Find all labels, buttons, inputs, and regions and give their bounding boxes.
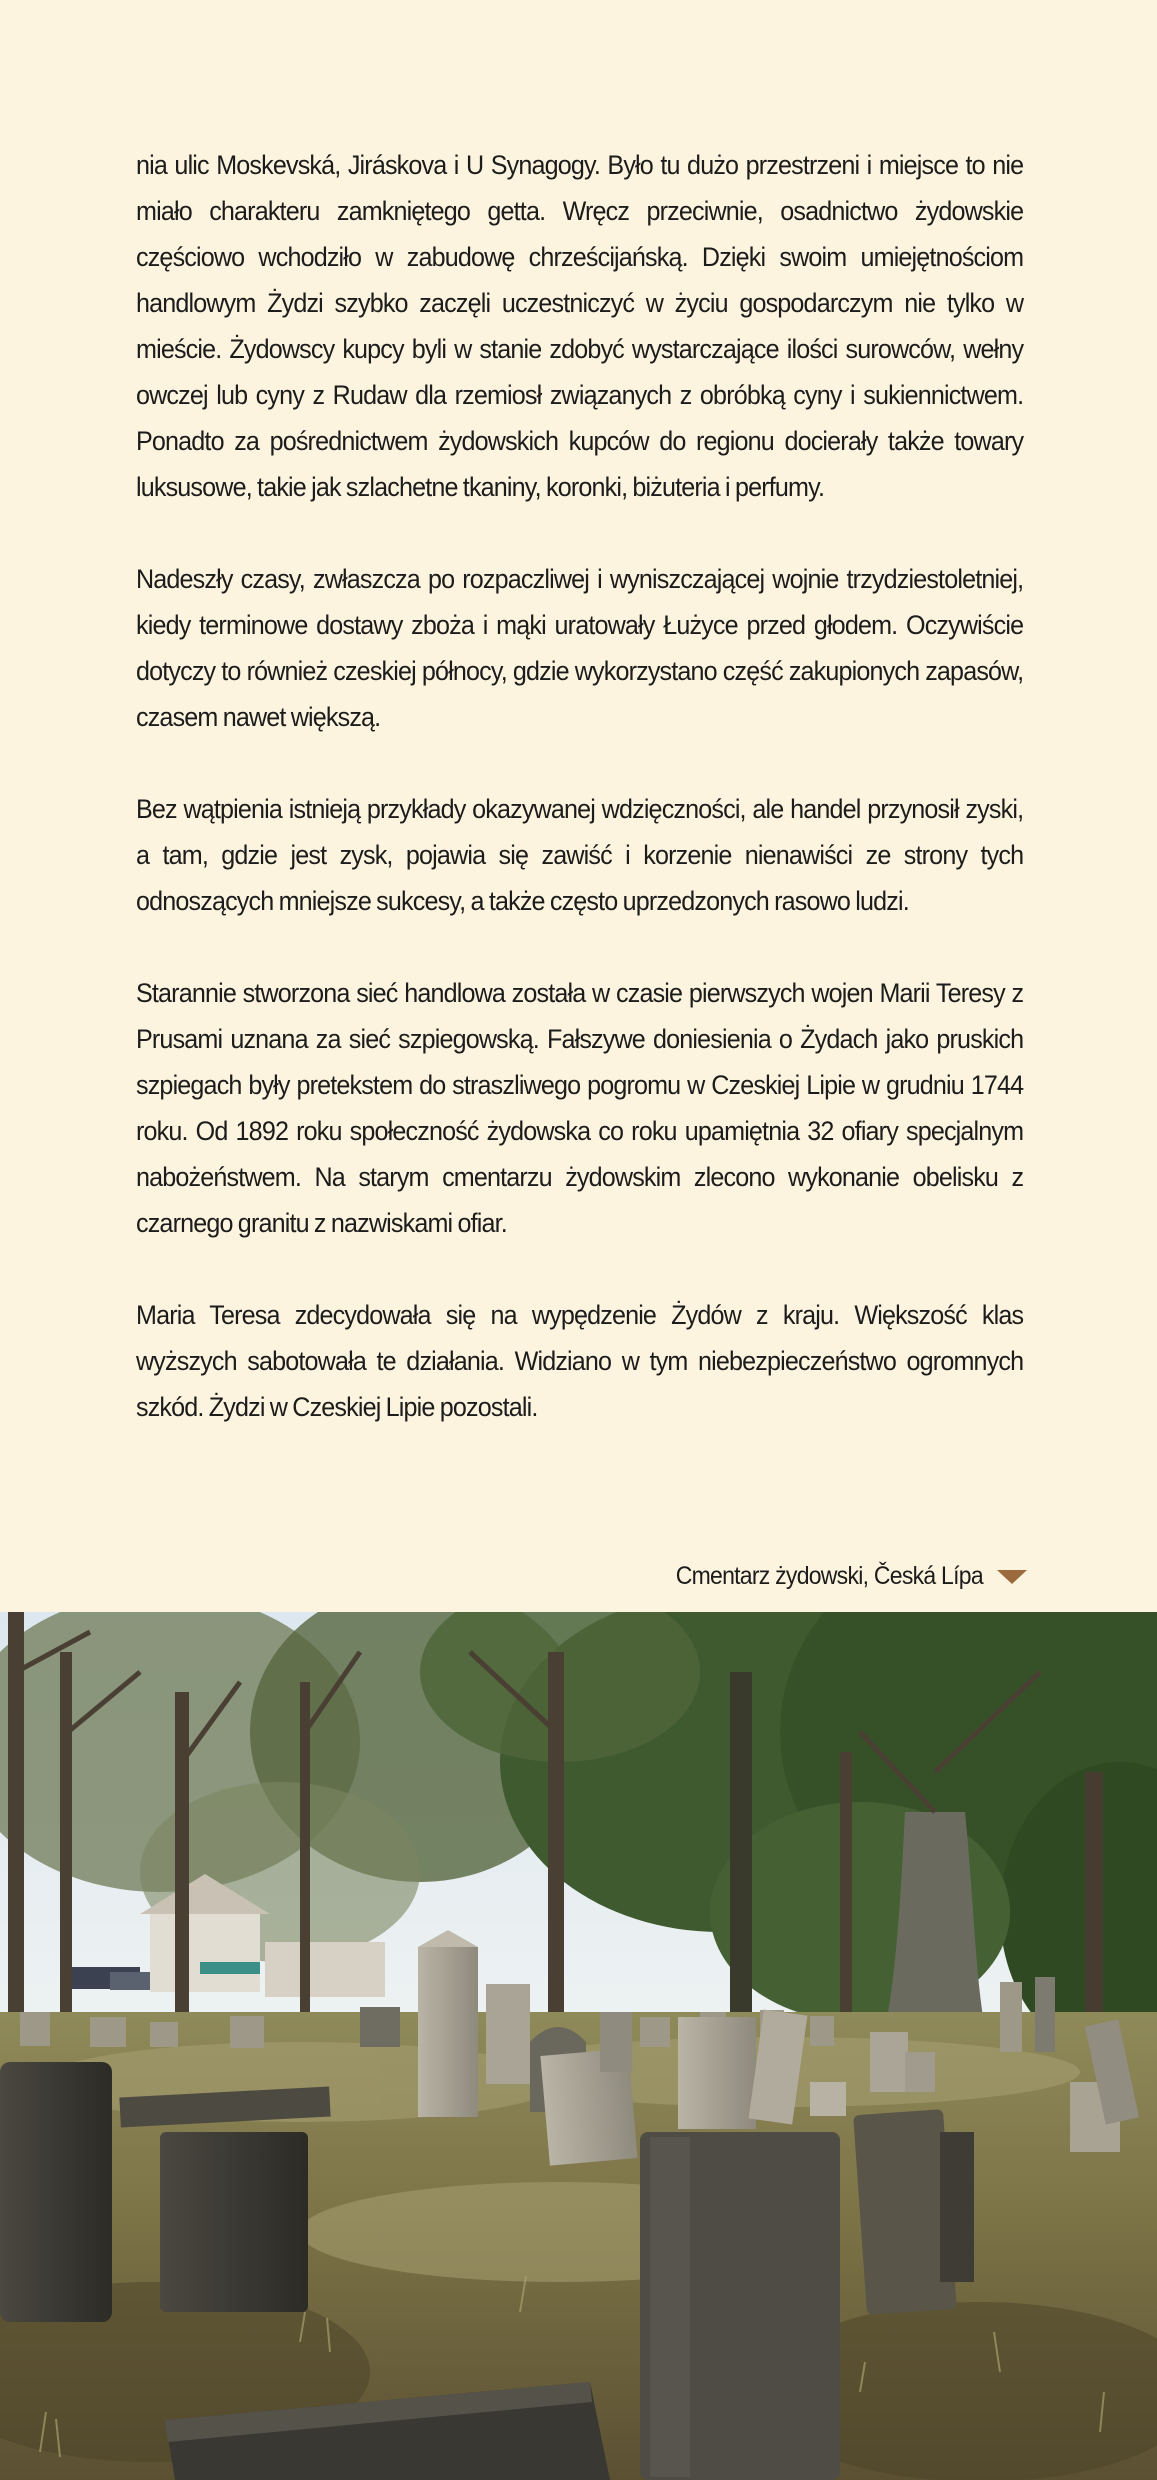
paragraph: nia ulic Moskevská, Jiráskova i U Synagogy. Było tu dużo przestrzeni i miejsce to nie miało charakteru zamkniętego getta. Wręcz przeciwnie, osadnictwo żydowskie częściowo wchodziło w zabudowę chrześcijańską. Dzięki swoim umiejętnościom handlowym Żydzi szybko zaczęli uczestniczyć w życiu gospodarczym nie tylko w mieście. Żydowscy kupcy byli w stanie zdobyć wystarczające ilości surowców, wełny owczej lub cyny z Rudaw dla rzemiosł związanych z obróbką cyny i sukiennictwem. Ponadto za pośrednictwem żydowskich kupców do regionu docierały także towary luksusowe, takie jak szlachetne tkaniny, koronki, biżuteria i perfumy. xyxy=(136,150,1024,502)
paragraph: Nadeszły czasy, zwłaszcza po rozpaczliwej i wyniszczającej wojnie trzydziestoletniej, kiedy terminowe dostawy zboża i mąki uratowały Łużyce przed głodem. Oczywiście dotyczy to również czeskiej północy, gdzie wykorzystano część zakupionych zapasów, czasem nawet większą. xyxy=(136,564,1024,732)
triangle-down-icon xyxy=(997,1570,1027,1584)
cemetery-photo xyxy=(0,1612,1157,2480)
paragraph: Bez wątpienia istnieją przykłady okazywanej wdzięczności, ale handel przynosił zyski, a tam, gdzie jest zysk, pojawia się zawiść i korzenie nienawiści ze strony tych odnoszących mniejsze sukcesy, a także często uprzedzonych rasowo ludzi. xyxy=(136,794,1024,916)
paragraph: Starannie stworzona sieć handlowa została w czasie pierwszych wojen Marii Teresy z Prusami uznana za sieć szpiegowską. Fałszywe doniesienia o Żydach jako pruskich szpiegach były pretekstem do straszliwego pogromu w Czeskiej Lipie w grudniu 1744 roku. Od 1892 roku społeczność żydowska co roku upamiętnia 32 ofiary specjalnym nabożeństwem. Na starym cmentarzu żydowskim zlecono wykonanie obelisku z czarnego granitu z nazwiskami ofiar. xyxy=(136,978,1024,1238)
photo-caption-text: Cmentarz żydowski, Česká Lípa xyxy=(675,1562,983,1590)
photo-caption xyxy=(649,1562,1027,1591)
body-text xyxy=(136,142,1023,1476)
paragraph: Maria Teresa zdecydowała się na wypędzenie Żydów z kraju. Większość klas wyższych sabotowała te działania. Widziano w tym niebezpieczeństwo ogromnych szkód. Żydzi w Czeskiej Lipie pozostali. xyxy=(136,1300,1024,1422)
